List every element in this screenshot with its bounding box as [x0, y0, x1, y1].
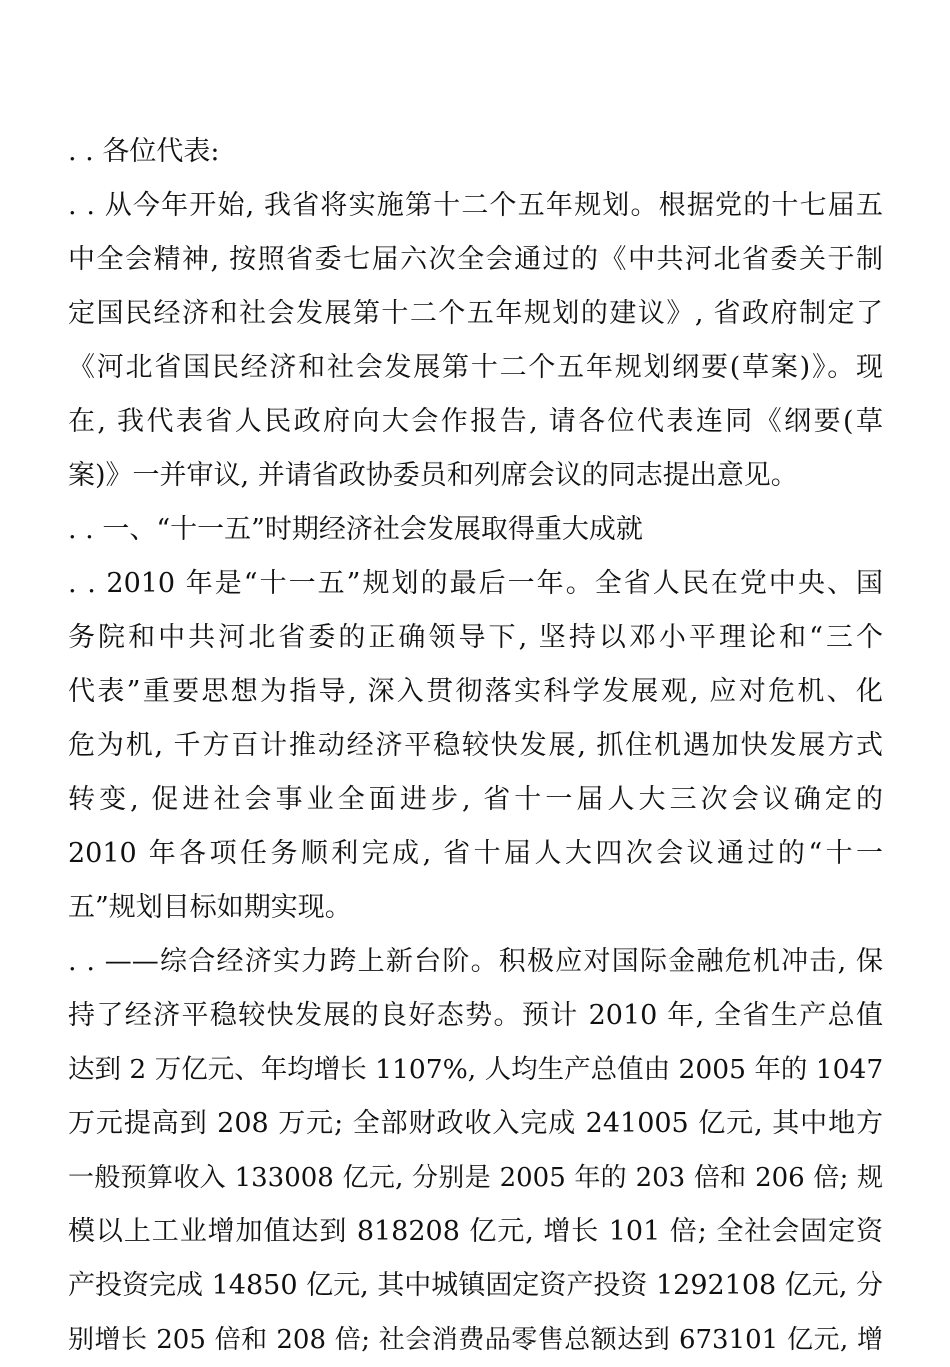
- salutation-line: . . 各位代表:: [68, 136, 220, 167]
- paragraph-line: 定国民经济和社会发展第十二个五年规划的建议》, 省政府制定了: [68, 298, 883, 329]
- paragraph-line: 模以上工业增加值达到 818208 亿元, 增长 101 倍; 全社会固定资: [68, 1216, 883, 1247]
- section-heading: . . 一、“十一五”时期经济社会发展取得重大成就: [68, 514, 643, 545]
- paragraph-line: 案)》一并审议, 并请省政协委员和列席会议的同志提出意见。: [68, 460, 798, 491]
- paragraph-line: 五”规划目标如期实现。: [68, 892, 352, 923]
- paragraph-line: 在, 我代表省人民政府向大会作报告, 请各位代表连同《纲要(草: [68, 406, 883, 437]
- paragraph-line: . . 从今年开始, 我省将实施第十二个五年规划。根据党的十七届五: [68, 190, 883, 221]
- paragraph-line: 万元提高到 208 万元; 全部财政收入完成 241005 亿元, 其中地方: [68, 1108, 883, 1139]
- paragraph-line: . . 2010 年是“十一五”规划的最后一年。全省人民在党中央、国: [68, 568, 883, 599]
- paragraph-line: 产投资完成 14850 亿元, 其中城镇固定资产投资 1292108 亿元, 分: [68, 1270, 883, 1301]
- paragraph-line: 危为机, 千方百计推动经济平稳较快发展, 抓住机遇加快发展方式: [68, 730, 883, 761]
- paragraph-line: 中全会精神, 按照省委七届六次全会通过的《中共河北省委关于制: [68, 244, 883, 275]
- paragraph-line: 别增长 205 倍和 208 倍; 社会消费品零售总额达到 673101 亿元, 增: [68, 1325, 883, 1355]
- paragraph-line: 代表”重要思想为指导, 深入贯彻落实科学发展观, 应对危机、化: [68, 676, 883, 707]
- paragraph-line: 《河北省国民经济和社会发展第十二个五年规划纲要(草案)》。现: [68, 352, 883, 383]
- paragraph-line: 持了经济平稳较快发展的良好态势。预计 2010 年, 全省生产总值: [68, 1000, 883, 1031]
- paragraph-line: 一般预算收入 133008 亿元, 分别是 2005 年的 203 倍和 206 倍; 规: [68, 1163, 883, 1193]
- paragraph-line: 务院和中共河北省委的正确领导下, 坚持以邓小平理论和“三个: [68, 622, 883, 653]
- paragraph-line: 转变, 促进社会事业全面进步, 省十一届人大三次会议确定的: [68, 784, 883, 815]
- document-page: [68, 125, 883, 1367]
- paragraph-line: 达到 2 万亿元、年均增长 1107%, 人均生产总值由 2005 年的 1047: [68, 1054, 884, 1085]
- paragraph-line: . . ——综合经济实力跨上新台阶。积极应对国际金融危机冲击, 保: [68, 946, 883, 977]
- paragraph-line: 2010 年各项任务顺利完成, 省十届人大四次会议通过的“十一: [68, 838, 883, 869]
